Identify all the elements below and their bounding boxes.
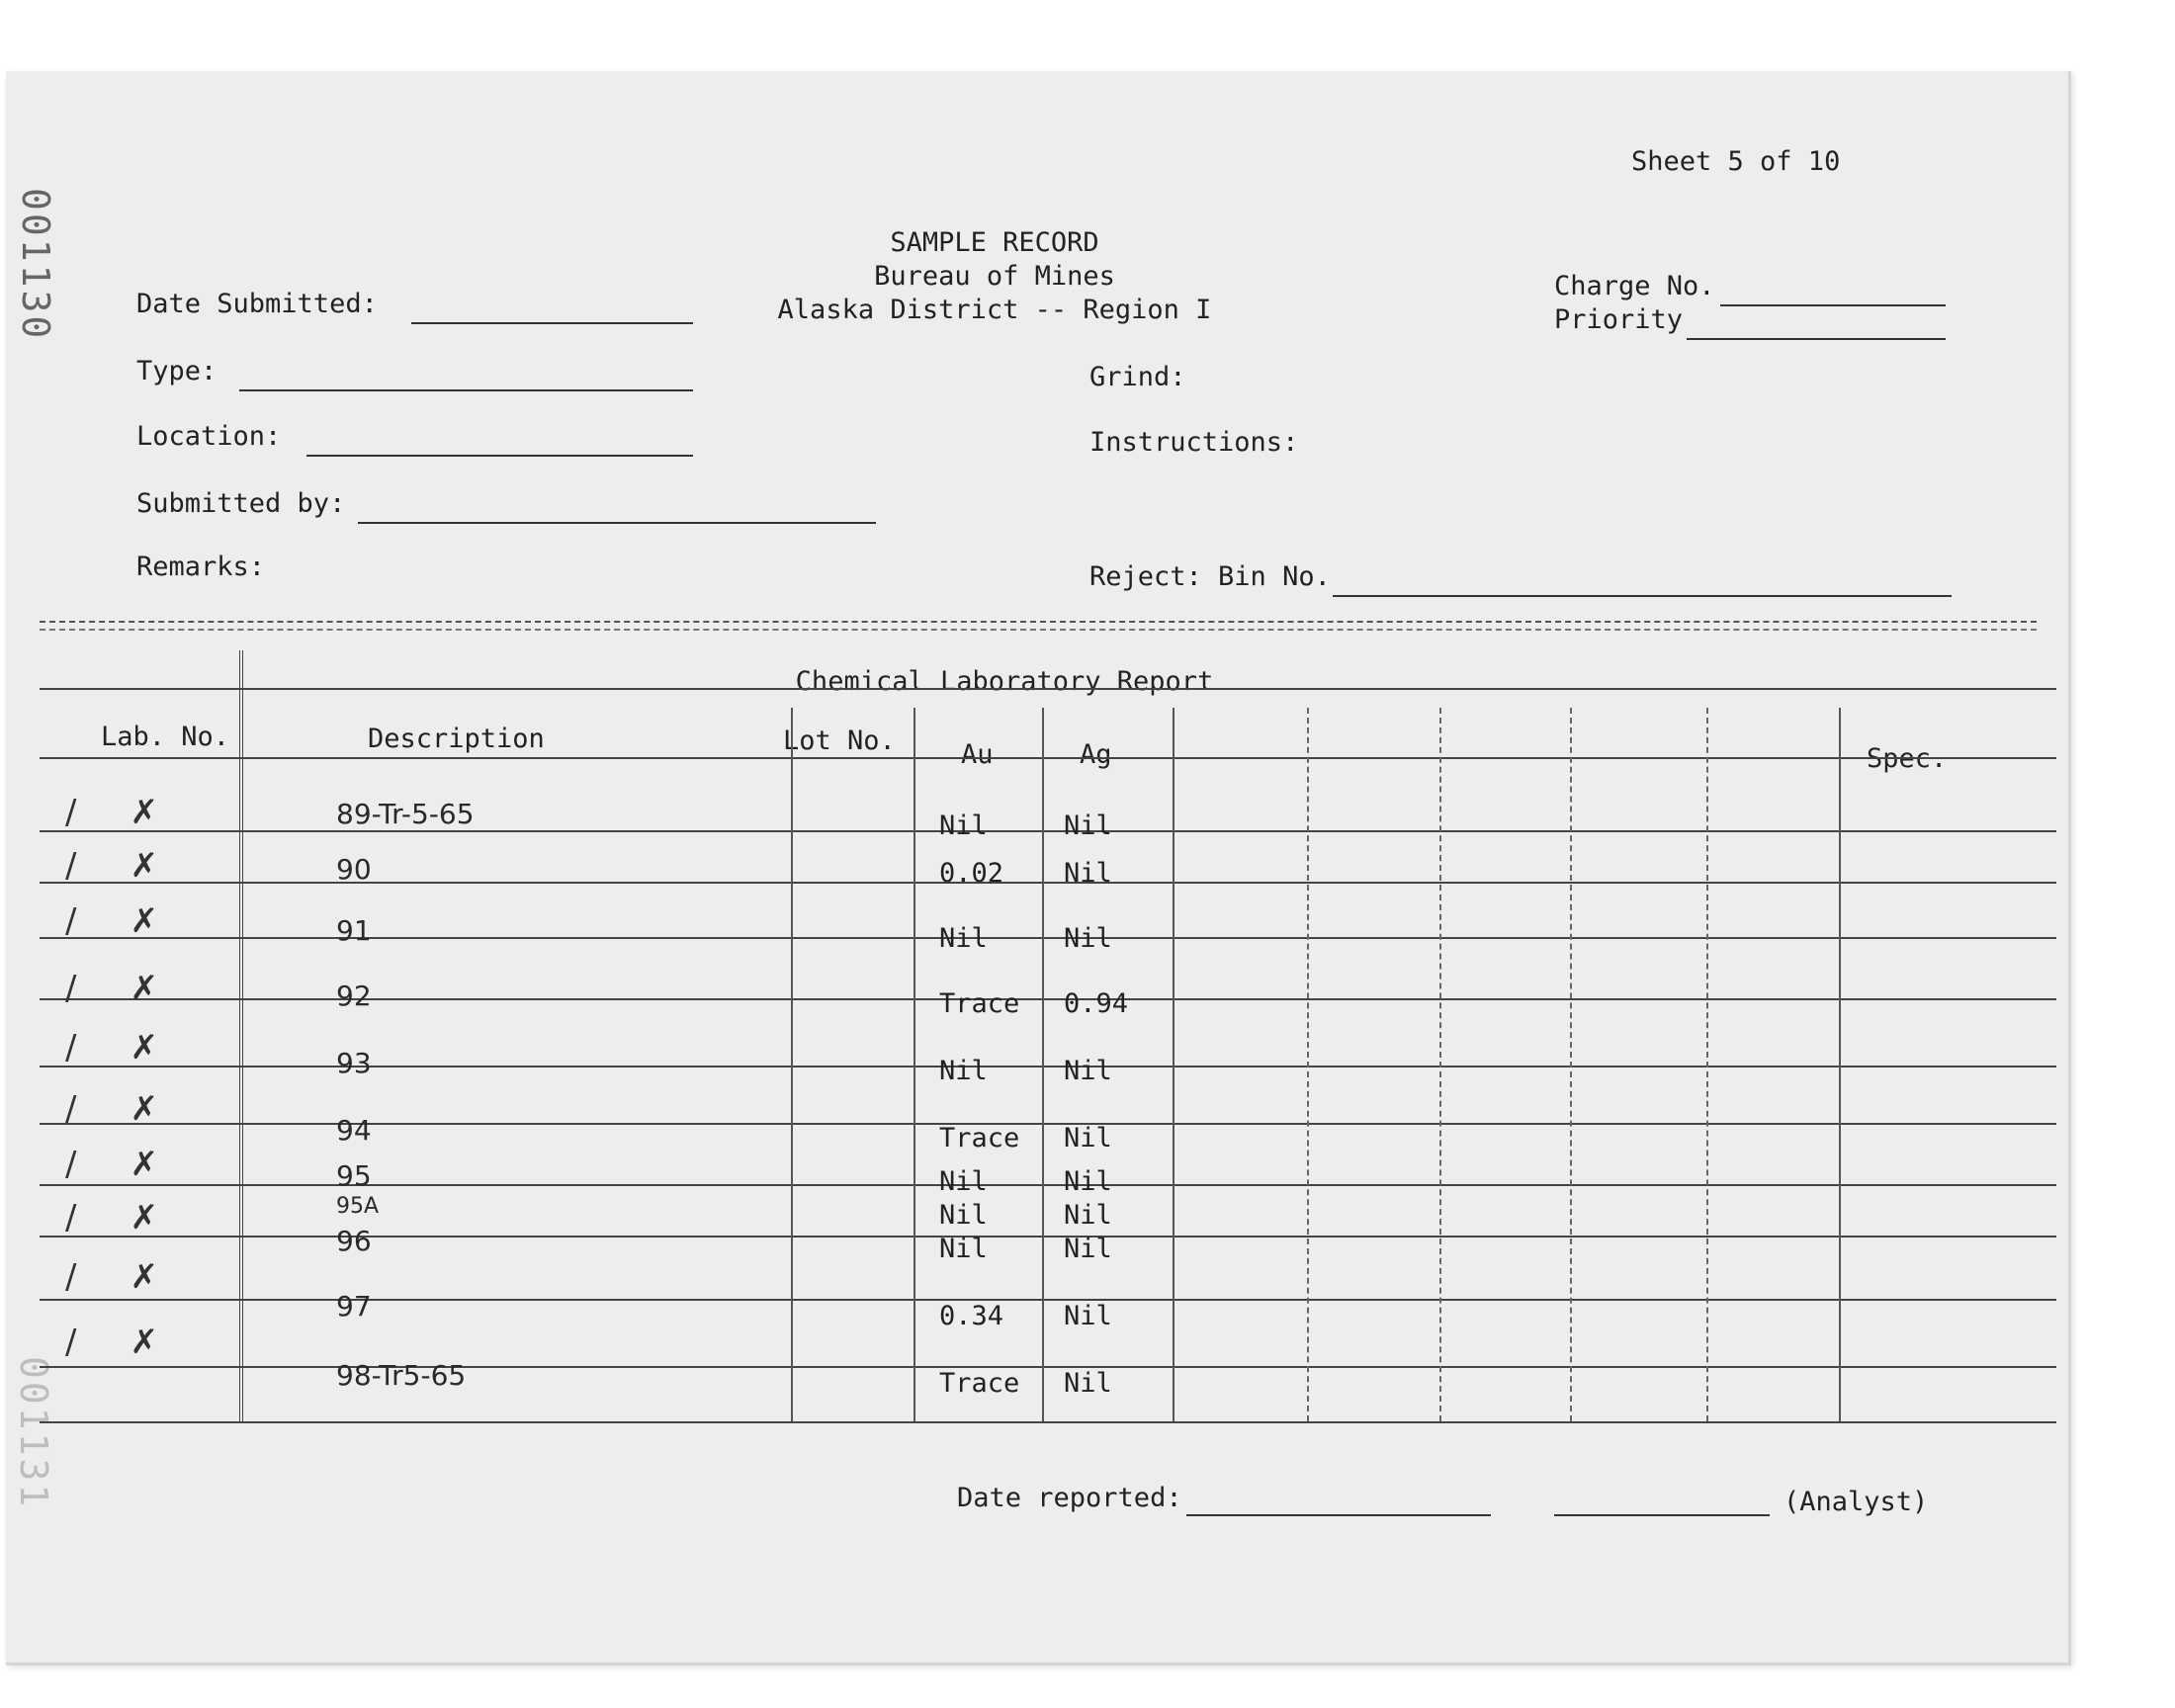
location-field[interactable]: [306, 455, 693, 457]
report-title: Chemical Laboratory Report: [795, 666, 1214, 697]
priority-field[interactable]: [1687, 338, 1946, 340]
column-divider: [1706, 708, 1708, 1421]
check-mark-icon: / ✗: [65, 901, 158, 941]
description-header: Description: [368, 724, 545, 754]
sample-record-sheet: [6, 71, 2071, 1665]
charge-no-field[interactable]: [1720, 304, 1946, 306]
row-description: 98-Tr5-65: [336, 1359, 467, 1392]
row-description: 89-Tr-5-65: [336, 798, 475, 830]
column-divider: [914, 708, 915, 1421]
column-divider: [1570, 708, 1572, 1421]
row-ag-value: Nil: [1064, 1166, 1112, 1197]
row-description: 96: [336, 1225, 372, 1257]
table-bottom-rule: [40, 1421, 2056, 1423]
row-au-value: 0.02: [939, 858, 1004, 889]
instructions-label: Instructions:: [1089, 427, 1299, 458]
column-divider: [1173, 708, 1174, 1421]
check-mark-icon: / ✗: [65, 1089, 158, 1129]
row-au-value: Trace: [939, 1368, 1020, 1399]
row-au-value: Nil: [939, 1056, 988, 1086]
lab-no-column-divider: [239, 650, 243, 1421]
row-ag-value: 0.94: [1064, 988, 1129, 1019]
ag-header: Ag: [1080, 739, 1112, 770]
row-au-value: Nil: [939, 923, 988, 954]
check-mark-icon: / ✗: [65, 969, 158, 1008]
check-mark-icon: / ✗: [65, 1198, 158, 1238]
row-ag-value: Nil: [1064, 923, 1112, 954]
spec-header: Spec.: [1867, 743, 1948, 774]
faint-document-number-stamp: 001131: [12, 1356, 55, 1510]
row-ag-value: Nil: [1064, 811, 1112, 841]
analyst-label: (Analyst): [1784, 1487, 1929, 1517]
check-mark-icon: / ✗: [65, 1257, 158, 1297]
au-header: Au: [961, 739, 994, 770]
row-description: 90: [336, 853, 372, 886]
column-divider: [1307, 708, 1309, 1421]
row-ag-value: Nil: [1064, 1056, 1112, 1086]
date-reported-field[interactable]: [1186, 1514, 1491, 1516]
check-mark-icon: / ✗: [65, 1145, 158, 1184]
row-au-value: Nil: [939, 1166, 988, 1197]
row-rule: [40, 830, 2056, 832]
lab-no-header: Lab. No.: [101, 722, 230, 752]
row-ag-value: Nil: [1064, 1368, 1112, 1399]
row-ag-value: Nil: [1064, 858, 1112, 889]
document-number-stamp: 001130: [14, 188, 57, 342]
check-mark-icon: / ✗: [65, 846, 158, 886]
row-au-value: 0.34: [939, 1301, 1004, 1331]
submitted-by-label: Submitted by:: [136, 488, 346, 519]
check-mark-icon: / ✗: [65, 1028, 158, 1068]
row-au-value: Nil: [939, 1200, 988, 1231]
remarks-label: Remarks:: [136, 552, 266, 582]
sheet-number: Sheet 5 of 10: [1631, 146, 1841, 177]
check-mark-icon: / ✗: [65, 793, 158, 832]
row-description: 95: [336, 1159, 372, 1192]
charge-no-label: Charge No.: [1554, 271, 1715, 301]
lot-no-header: Lot No.: [783, 726, 896, 756]
column-divider: [1839, 708, 1841, 1421]
column-divider: [1439, 708, 1441, 1421]
form-title: SAMPLE RECORD: [890, 227, 1099, 258]
row-au-value: Trace: [939, 988, 1020, 1019]
submitted-by-field[interactable]: [358, 522, 876, 524]
row-description: 95A: [336, 1194, 380, 1219]
analyst-signature-field[interactable]: [1554, 1514, 1770, 1516]
row-ag-value: Nil: [1064, 1200, 1112, 1231]
date-submitted-field[interactable]: [411, 322, 693, 324]
date-reported-label: Date reported:: [957, 1483, 1182, 1513]
row-au-value: Trace: [939, 1123, 1020, 1153]
reject-bin-field[interactable]: [1333, 595, 1952, 597]
row-ag-value: Nil: [1064, 1123, 1112, 1153]
column-divider: [791, 708, 793, 1421]
column-divider: [1042, 708, 1044, 1421]
separator-line-bottom: [40, 629, 2037, 631]
row-description: 97: [336, 1290, 372, 1323]
priority-label: Priority: [1554, 304, 1684, 335]
row-au-value: Nil: [939, 1234, 988, 1264]
table-top-rule: [40, 688, 2056, 690]
location-label: Location:: [136, 421, 282, 452]
row-description: 93: [336, 1047, 372, 1079]
reject-bin-label: Reject: Bin No.: [1089, 561, 1331, 592]
row-au-value: Nil: [939, 811, 988, 841]
row-description: 91: [336, 914, 372, 947]
agency-name: Bureau of Mines: [874, 261, 1115, 292]
type-label: Type:: [136, 356, 218, 386]
separator-line-top: [40, 621, 2037, 623]
row-description: 92: [336, 980, 372, 1012]
grind-label: Grind:: [1089, 362, 1186, 392]
district-region: Alaska District -- Region I: [777, 295, 1212, 325]
date-submitted-label: Date Submitted:: [136, 289, 378, 319]
row-ag-value: Nil: [1064, 1301, 1112, 1331]
check-mark-icon: / ✗: [65, 1323, 158, 1362]
type-field[interactable]: [239, 389, 693, 391]
row-description: 94: [336, 1114, 372, 1147]
header-rule: [40, 757, 2056, 759]
row-ag-value: Nil: [1064, 1234, 1112, 1264]
